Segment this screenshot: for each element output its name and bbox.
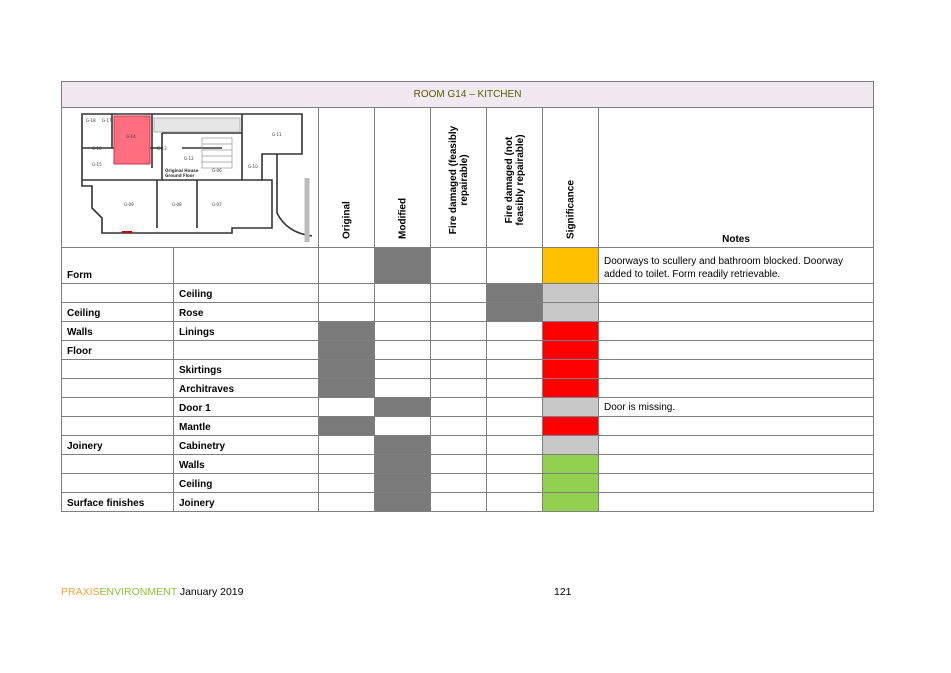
cell-modified <box>375 455 431 474</box>
plan-caption: Ground Floor <box>165 173 195 178</box>
table-row <box>62 379 874 398</box>
cell-fire-feasible <box>431 493 487 512</box>
cell-fire-not-feasible <box>487 360 543 379</box>
page-number: 121 <box>554 586 572 598</box>
table-row <box>62 455 874 474</box>
plan-caption: Original House <box>165 168 199 173</box>
cell-fire-feasible <box>431 436 487 455</box>
cell-modified <box>375 303 431 322</box>
row-note <box>599 417 874 436</box>
row-group-label <box>62 284 174 303</box>
footer-date: January 2019 <box>179 586 244 598</box>
col-fire-not-feasible-header: Fire damaged (not feasibly repairable) <box>487 108 543 248</box>
plan-room-label: G-15 <box>92 162 102 167</box>
table-row <box>62 417 874 436</box>
table-row <box>62 341 874 360</box>
cell-fire-feasible <box>431 455 487 474</box>
cell-original <box>319 398 375 417</box>
cell-fire-feasible <box>431 284 487 303</box>
cell-fire-feasible <box>431 398 487 417</box>
row-note: Door is missing. <box>599 398 874 417</box>
cell-fire-feasible <box>431 303 487 322</box>
cell-modified <box>375 248 431 284</box>
row-group-label: Walls <box>62 322 174 341</box>
plan-room-label: G-06 <box>212 168 222 173</box>
plan-room-label: G-16 <box>92 146 102 151</box>
cell-fire-feasible <box>431 248 487 284</box>
room-title: ROOM G14 – KITCHEN <box>62 82 874 108</box>
plan-room-label: G-08 <box>172 202 182 207</box>
brand-environment: ENVIRONMENT <box>99 586 177 598</box>
floor-plan-drawing <box>62 108 318 244</box>
row-group-label: Ceiling <box>62 303 174 322</box>
cell-significance <box>543 379 599 398</box>
row-item-label: Door 1 <box>174 398 319 417</box>
cell-fire-feasible <box>431 341 487 360</box>
row-item-label: Rose <box>174 303 319 322</box>
row-group-label: Form <box>62 248 174 284</box>
cell-original <box>319 248 375 284</box>
cell-original <box>319 360 375 379</box>
cell-fire-not-feasible <box>487 493 543 512</box>
cell-modified <box>375 474 431 493</box>
plan-room-label: G-12 <box>184 156 194 161</box>
cell-modified <box>375 417 431 436</box>
table-row <box>62 398 874 417</box>
row-group-label <box>62 379 174 398</box>
cell-original <box>319 379 375 398</box>
table-row <box>62 248 874 284</box>
row-note <box>599 455 874 474</box>
cell-original <box>319 341 375 360</box>
cell-fire-not-feasible <box>487 303 543 322</box>
row-note <box>599 341 874 360</box>
cell-original <box>319 455 375 474</box>
row-item-label <box>174 248 319 284</box>
col-modified-header: Modified <box>375 108 431 248</box>
cell-significance <box>543 493 599 512</box>
cell-original <box>319 493 375 512</box>
cell-fire-feasible <box>431 474 487 493</box>
cell-significance <box>543 455 599 474</box>
cell-fire-feasible <box>431 322 487 341</box>
cell-significance <box>543 341 599 360</box>
row-group-label: Joinery <box>62 436 174 455</box>
cell-modified <box>375 398 431 417</box>
table-row <box>62 493 874 512</box>
row-group-label: Surface finishes <box>62 493 174 512</box>
table-row <box>62 474 874 493</box>
cell-modified <box>375 284 431 303</box>
cell-fire-not-feasible <box>487 379 543 398</box>
row-item-label: Mantle <box>174 417 319 436</box>
cell-significance <box>543 398 599 417</box>
footer-brand <box>61 586 243 598</box>
plan-room-label: G-18 <box>86 118 96 123</box>
cell-significance <box>543 248 599 284</box>
cell-original <box>319 284 375 303</box>
table-row <box>62 436 874 455</box>
col-significance-header: Significance <box>543 108 599 248</box>
cell-fire-feasible <box>431 417 487 436</box>
cell-modified <box>375 379 431 398</box>
plan-room-label: G-10 <box>248 164 258 169</box>
row-group-label <box>62 360 174 379</box>
plan-room-label: G-11 <box>272 132 282 137</box>
assessment-table <box>61 81 874 512</box>
cell-fire-feasible <box>431 379 487 398</box>
row-item-label: Cabinetry <box>174 436 319 455</box>
cell-fire-not-feasible <box>487 322 543 341</box>
row-note <box>599 474 874 493</box>
cell-modified <box>375 322 431 341</box>
row-item-label <box>174 341 319 360</box>
row-group-label <box>62 455 174 474</box>
row-group-label <box>62 417 174 436</box>
row-group-label <box>62 398 174 417</box>
cell-fire-feasible <box>431 360 487 379</box>
cell-significance <box>543 322 599 341</box>
cell-original <box>319 436 375 455</box>
row-note <box>599 360 874 379</box>
cell-significance <box>543 360 599 379</box>
row-note <box>599 436 874 455</box>
row-note <box>599 379 874 398</box>
row-item-label: Walls <box>174 455 319 474</box>
col-notes-header: Notes <box>599 108 874 248</box>
floor-plan <box>62 108 319 248</box>
plan-room-label: G-17 <box>102 118 112 123</box>
col-fire-feasible-header: Fire damaged (feasibly repairable) <box>431 108 487 248</box>
cell-fire-not-feasible <box>487 398 543 417</box>
cell-fire-not-feasible <box>487 284 543 303</box>
cell-significance <box>543 303 599 322</box>
row-item-label: Skirtings <box>174 360 319 379</box>
cell-fire-not-feasible <box>487 341 543 360</box>
plan-room-label: G-14 <box>126 134 136 139</box>
row-note <box>599 303 874 322</box>
row-item-label: Ceiling <box>174 284 319 303</box>
cell-significance <box>543 284 599 303</box>
cell-original <box>319 303 375 322</box>
row-note <box>599 322 874 341</box>
cell-original <box>319 322 375 341</box>
plan-room-label: G-07 <box>212 202 222 207</box>
plan-room-label: G-09 <box>124 202 134 207</box>
cell-original <box>319 474 375 493</box>
table-row <box>62 284 874 303</box>
cell-significance <box>543 417 599 436</box>
table-row <box>62 360 874 379</box>
cell-fire-not-feasible <box>487 417 543 436</box>
cell-significance <box>543 474 599 493</box>
cell-modified <box>375 436 431 455</box>
cell-fire-not-feasible <box>487 455 543 474</box>
row-item-label: Linings <box>174 322 319 341</box>
cell-significance <box>543 436 599 455</box>
row-item-label: Ceiling <box>174 474 319 493</box>
cell-modified <box>375 493 431 512</box>
cell-modified <box>375 341 431 360</box>
table-row <box>62 303 874 322</box>
brand-praxis: PRAXIS <box>61 586 100 598</box>
row-item-label: Joinery <box>174 493 319 512</box>
table-row <box>62 322 874 341</box>
cell-fire-not-feasible <box>487 436 543 455</box>
plan-room-label: G-13 <box>157 146 167 151</box>
cell-original <box>319 417 375 436</box>
row-note: Doorways to scullery and bathroom blocked. Doorway added to toilet. Form readily retrievable. <box>599 248 874 284</box>
row-note <box>599 493 874 512</box>
row-group-label: Floor <box>62 341 174 360</box>
row-group-label <box>62 474 174 493</box>
cell-fire-not-feasible <box>487 474 543 493</box>
col-original-header: Original <box>319 108 375 248</box>
cell-fire-not-feasible <box>487 248 543 284</box>
row-note <box>599 284 874 303</box>
cell-modified <box>375 360 431 379</box>
row-item-label: Architraves <box>174 379 319 398</box>
